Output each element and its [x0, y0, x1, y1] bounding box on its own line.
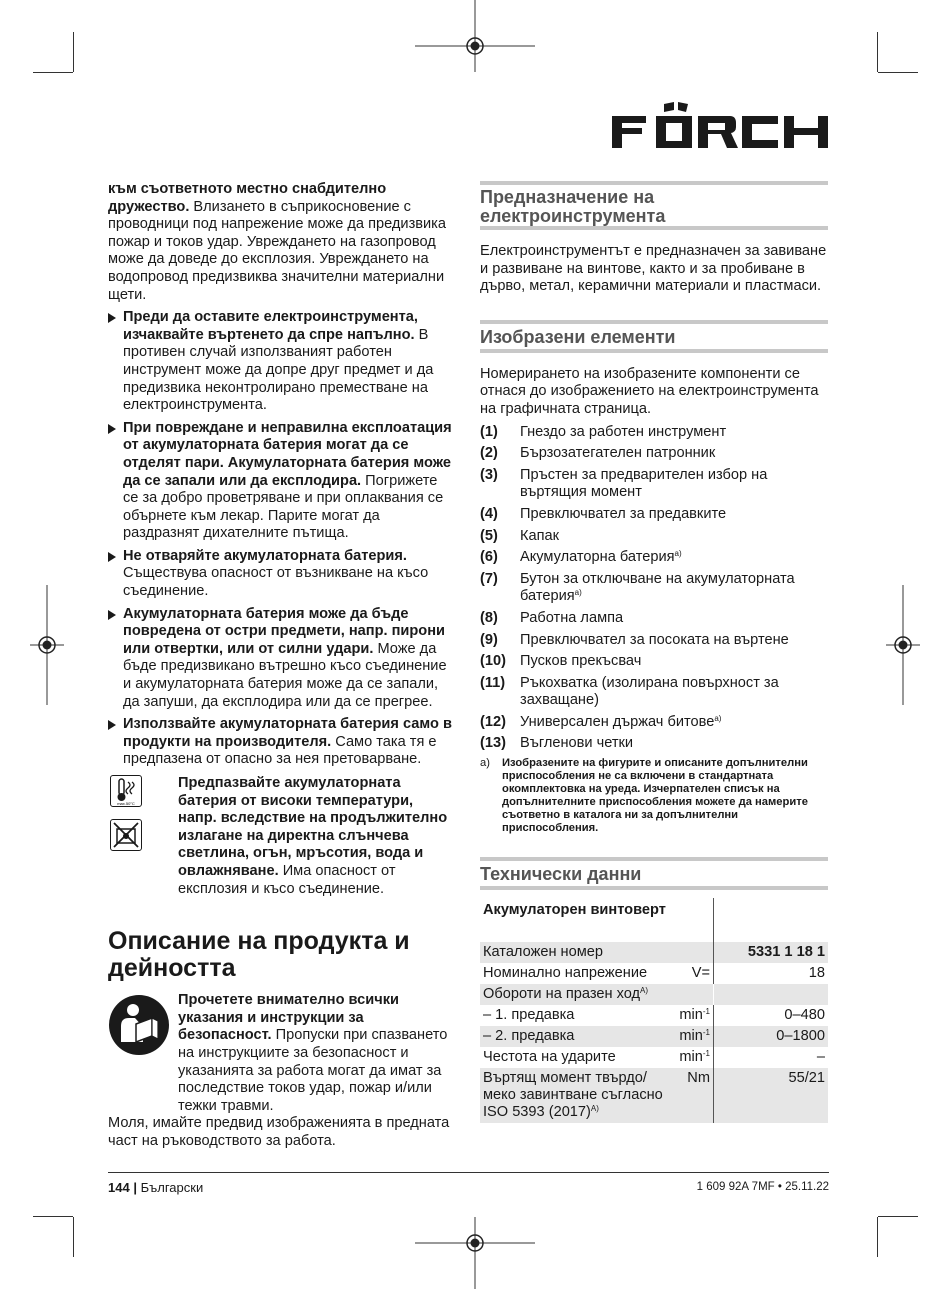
row-label: Честота на ударите — [483, 1049, 616, 1066]
item-number: (2) — [480, 445, 498, 462]
heat-warning-text: Има опасност от експлозия и късо съединение. — [178, 862, 396, 897]
list-item — [480, 549, 828, 567]
row-unit: V= — [672, 963, 714, 984]
item-label: Работна лампа — [520, 609, 624, 626]
item-label: Бутон за отключване на акумулаторната батерия — [520, 570, 795, 605]
row-unit: $\min^{-1}$ — [672, 1005, 714, 1026]
footnote-text: Изобразените на фигурите и описаните допълнителни приспособления не са включени в стандартната окомплектовка на уреда. Изчерпателен списък на допълнителните приспособления можете да намерите съответно в каталога ни за допълнителни приспособления. — [502, 757, 808, 835]
no-sun-water-icon — [110, 819, 142, 851]
footnote — [480, 757, 828, 835]
row-unit — [672, 984, 714, 1005]
page-number-language: 144 | Български — [108, 1180, 204, 1195]
bullet-bold: При повреждане и неправилна експлоатация от акумулаторната батерия могат да се отделят пари. Акумулаторната батерия може да се запали или да експлодира. — [123, 419, 452, 489]
item-label: Превключвател за посоката на въртене — [520, 631, 789, 648]
bullet-text: Може да бъде предизвикано вътрешно късо съединение и акумулаторната батерия може да се запали, да запуши, да експлодира или да се пpегрее. — [123, 640, 447, 710]
item-label: Въгленови четки — [520, 735, 634, 752]
safety-bullet — [108, 716, 453, 769]
row-label: – 1. предавка — [483, 1007, 575, 1024]
item-number: (6) — [480, 549, 498, 566]
tech-data-table — [480, 898, 828, 1123]
table-row — [480, 942, 828, 963]
item-label: Универсален държач битове — [520, 713, 715, 730]
table-row — [480, 1068, 828, 1123]
section-heading-techdata — [480, 857, 828, 890]
heat-warning-bold: Предпазвайте акумулаторната батерия от високи температури, напр. вследствие на продължително излагане на директна слънчева светлина, огън, мръсотия, вода и овлажняване. — [178, 775, 448, 879]
crop-mark — [877, 1217, 878, 1257]
item-number: (5) — [480, 527, 498, 544]
table-row — [480, 1026, 828, 1047]
crop-mark — [73, 1217, 74, 1257]
list-item — [480, 528, 828, 546]
intro-paragraph — [108, 181, 453, 304]
purpose-text: Електроинструментът е предназначен за завиване и развиване на винтове, както и за пробиване в дърво, метал, керамични материали и пластмаси. — [480, 243, 827, 295]
heading-line: Технически данни — [480, 864, 642, 885]
footnote-mark: a) — [480, 757, 490, 770]
document-code: 1 609 92A 7MF • 25.11.22 — [696, 1181, 829, 1193]
list-item — [480, 506, 828, 524]
footer-language: Български — [140, 1180, 204, 1195]
row-value — [714, 984, 829, 1005]
read-instructions-notice — [108, 992, 453, 1115]
list-item — [480, 714, 828, 732]
row-value: 5331 1 18 1 — [714, 942, 829, 963]
item-number: (4) — [480, 505, 498, 522]
read-notice-bold: Прочетете внимателно всички указания и инструкции за безопасност. — [178, 992, 399, 1044]
page-number: 144 — [108, 1180, 130, 1195]
table-row — [480, 963, 828, 984]
safety-bullet — [108, 606, 453, 712]
bullet-text: В противен случай използваният работен инструмент може да допре друг предмет и да предизвика неконтролирано преместване на електроинструмента. — [123, 326, 434, 414]
row-value: 0–1800 — [714, 1026, 829, 1047]
heading-line: Предназначение на — [480, 187, 655, 207]
heading-line: електроинструмента — [480, 206, 666, 226]
high-temperature-icon — [110, 775, 142, 807]
note-paragraph: Моля, имайте предвид изображенията в предната част на ръководството за работа. — [108, 1115, 450, 1149]
list-item — [480, 632, 828, 650]
section-title: Описание на продукта и дейността — [108, 927, 410, 983]
bullet-bold: Използвайте акумулаторната батерия само в продукти на производителя. — [123, 716, 452, 750]
row-label: Въртящ момент твърдо/меко завинтване съгласно ISO 5393 $(2017)^{A)}$ — [480, 1068, 672, 1123]
crop-mark — [73, 32, 74, 72]
table-cell — [714, 898, 829, 942]
read-notice-text: Пропуски при спазването на инструкциите за безопасност и указанията за работа могат да имат за последствие токов удар, пожар и/или тежки травми. — [178, 1027, 448, 1114]
row-label: Каталожен номер — [480, 942, 672, 963]
row-unit: $\min^{-1}$ — [672, 1047, 714, 1068]
footnote-ref: a) — [714, 713, 722, 723]
item-number: (1) — [480, 423, 498, 440]
list-item — [480, 610, 828, 628]
registration-mark-icon — [415, 1217, 535, 1289]
safety-bullet — [108, 309, 453, 415]
row-value: 0–480 — [784, 1007, 825, 1024]
bullet-bold: Не отваряйте акумулаторната батерия. — [123, 547, 407, 564]
item-label: Превключвател за предавките — [520, 505, 727, 522]
item-number: (8) — [480, 609, 498, 626]
row-label: Номинално напрежение — [483, 965, 648, 982]
footnote-ref: a) — [574, 588, 582, 598]
list-item — [480, 653, 828, 671]
list-item — [480, 571, 828, 606]
registration-mark-icon — [415, 0, 535, 72]
item-label: Акумулаторна батерия — [520, 549, 675, 566]
footnote-ref: a) — [674, 549, 682, 559]
foerch-logo-icon — [612, 102, 828, 150]
bullet-text: Съществува опасност от възникване на късо съединение. — [123, 565, 429, 600]
crop-mark — [878, 1216, 918, 1217]
list-item — [480, 735, 828, 753]
item-number: (10) — [480, 653, 506, 670]
registration-mark-icon — [30, 585, 64, 705]
table-header-row — [480, 898, 828, 942]
registration-mark-icon — [886, 585, 920, 705]
page-footer — [108, 1172, 829, 1195]
components-list — [480, 424, 828, 754]
item-number: (13) — [480, 735, 506, 752]
row-value: 18 — [808, 965, 825, 982]
row-label: – 2. предавка — [480, 1026, 672, 1047]
read-manual-icon — [108, 994, 170, 1056]
bullet-text: Погрижете се за добро проветряване и при оплаквания се обърнете към лекар. Парите могат да раздразнят дихателните пътища. — [123, 472, 444, 542]
crop-mark — [33, 72, 73, 73]
item-label: Пусков прекъсвач — [520, 653, 642, 670]
row-label: Обороти на празен ход$^{A)}$ — [480, 984, 672, 1005]
item-number: (11) — [480, 674, 506, 691]
table-row — [480, 984, 828, 1005]
heading-line: Изобразени елементи — [480, 326, 676, 347]
item-number: (12) — [480, 713, 506, 730]
table-row — [480, 1047, 828, 1068]
crop-mark — [33, 1216, 73, 1217]
list-item — [480, 445, 828, 463]
crop-mark — [877, 32, 878, 72]
bullet-bold: Акумулаторната батерия може да бъде повредена от остри предмети, напр. пирони или отвертки, или от силни удари. — [123, 605, 446, 657]
intro-text: Влизането в съприкосновение с проводници под напрежение може да предизвика пожар и токов удар. Увреждането на газопровод може да доведе до експлозия. Увреждането на водопровод предизвиква значителни материални щети. — [108, 198, 446, 303]
brand-logo — [612, 102, 828, 150]
table-header-label: Акумулаторен винтоверт — [480, 898, 714, 942]
components-intro: Номерирането на изобразените компоненти се отнася до изображението на електроинструмента на графичната страница. — [480, 365, 819, 417]
row-unit: $\min^{-1}$ — [672, 1026, 714, 1047]
item-label: Капак — [520, 527, 560, 544]
section-heading-components — [480, 320, 828, 353]
list-item — [480, 675, 828, 710]
row-unit — [672, 942, 714, 963]
list-item — [480, 424, 828, 442]
right-column — [480, 181, 828, 1123]
item-label: Гнездо за работен инструмент — [520, 423, 727, 440]
list-item — [480, 467, 828, 502]
safety-bullet — [108, 548, 453, 601]
item-label: Ръкохватка (изолирана повърхност за захващане) — [520, 674, 779, 709]
intro-bold: към съответното местно снабдително дружество. — [108, 181, 387, 215]
left-column — [108, 181, 453, 1156]
item-label: Пръстен за предварителен избор на въртящия момент — [520, 466, 768, 501]
row-unit: Nm — [672, 1068, 714, 1123]
bullet-bold: Преди да оставите електроинструмента, изчаквайте въртенето да спре напълно. — [123, 309, 418, 343]
table-row — [480, 1005, 828, 1026]
row-value: – — [816, 1049, 825, 1066]
crop-mark — [878, 72, 918, 73]
item-number: (3) — [480, 466, 498, 483]
heat-warning — [108, 775, 453, 898]
item-number: (9) — [480, 631, 498, 648]
row-value: 55/21 — [714, 1068, 829, 1123]
icon-label: max.50°C — [117, 801, 135, 806]
item-label: Бързозатегателен патронник — [520, 445, 716, 462]
section-heading-purpose — [480, 181, 828, 230]
item-number: (7) — [480, 570, 498, 587]
bullet-text: Само така тя е предпазена от опасно за нея претоварване. — [123, 733, 437, 768]
safety-bullet — [108, 420, 453, 543]
